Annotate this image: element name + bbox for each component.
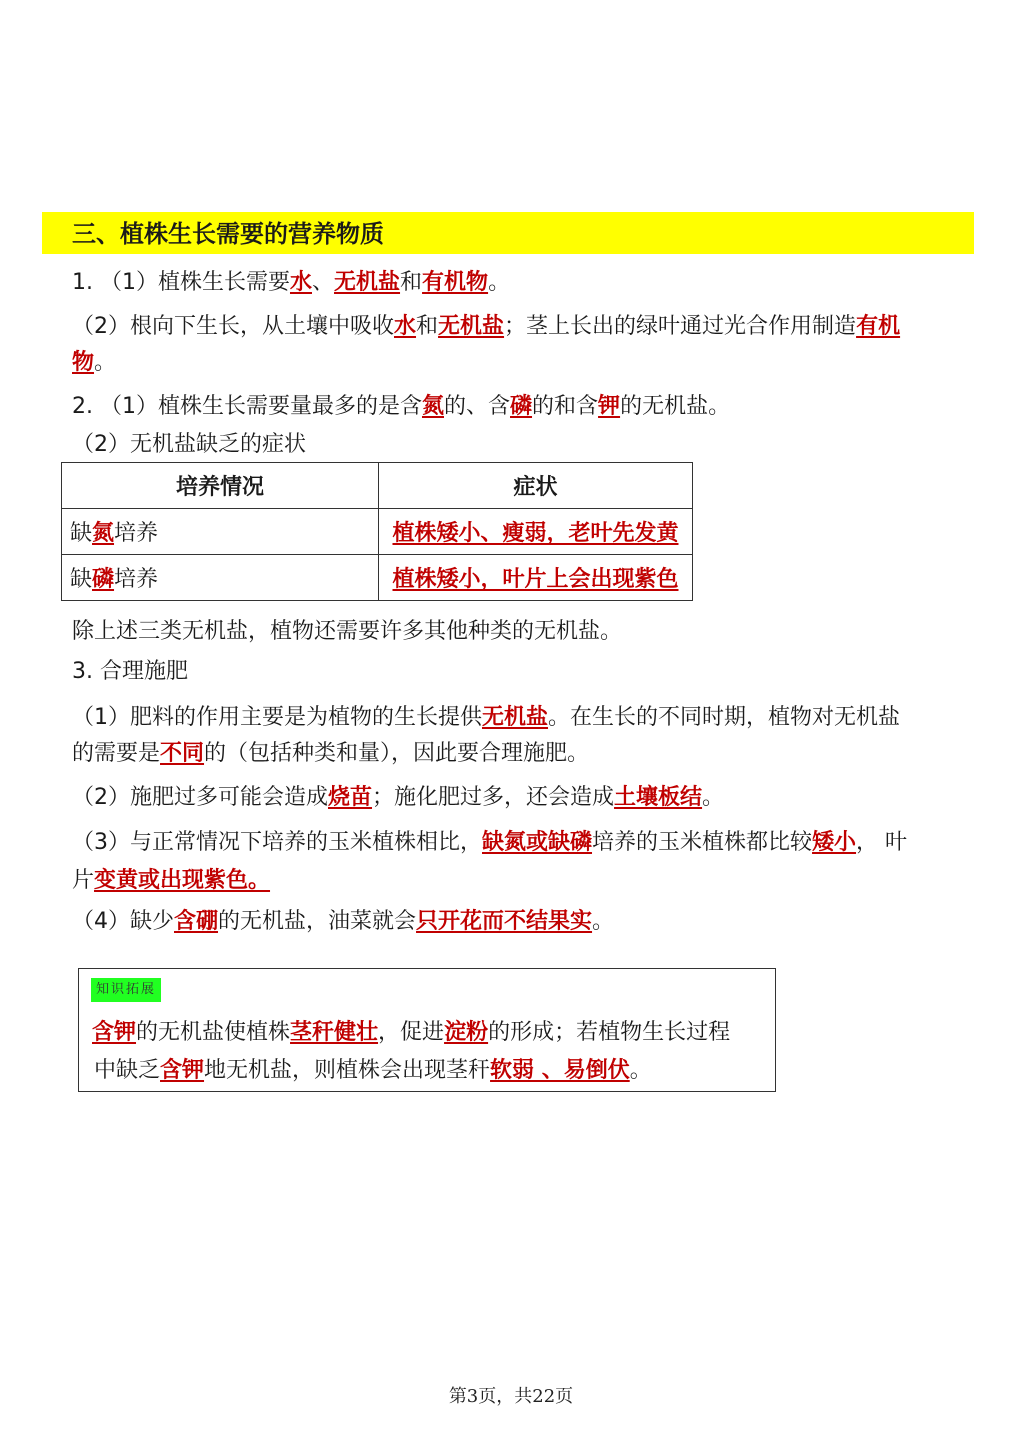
column-header: 培养情况 — [62, 463, 379, 509]
answer: 有机 — [856, 314, 901, 339]
table-header-row — [62, 463, 693, 509]
section-title: 三、植株生长需要的营养物质 — [72, 220, 384, 248]
answer: 水 — [289, 270, 312, 295]
answer: 淀粉 — [444, 1020, 489, 1045]
text: 。 — [488, 270, 511, 295]
table-cell — [379, 555, 693, 601]
paragraph-3-1-cont — [72, 739, 589, 769]
paragraph-1-2 — [72, 312, 900, 342]
answer: 含钾 — [160, 1058, 205, 1083]
paragraph-3-3 — [72, 828, 907, 858]
text: （4）缺少 — [72, 909, 174, 934]
text: 、 — [312, 270, 335, 295]
paragraph-3-4 — [72, 907, 614, 937]
paragraph-2-2: （2）无机盐缺乏的症状 — [72, 432, 306, 457]
answer: 含钾 — [92, 1020, 137, 1045]
paragraph-3-3-cont — [72, 866, 270, 896]
text: （3）与正常情况下培养的玉米植株相比， — [72, 830, 482, 855]
paragraph-1-1 — [72, 268, 510, 298]
paragraph-2-1 — [72, 392, 730, 422]
answer: 含硼 — [174, 909, 219, 934]
text: 1. （1）植株生长需要 — [72, 270, 290, 295]
text: 地无机盐，则植株会出现茎秆 — [204, 1058, 491, 1083]
table-row — [62, 509, 693, 555]
answer: 无机盐 — [334, 270, 401, 295]
text: 的和含 — [532, 394, 599, 419]
text: 的无机盐。 — [620, 394, 731, 419]
answer: 缺氮或缺磷 — [482, 830, 593, 855]
text: 2. （1）植株生长需要量最多的是含 — [72, 394, 422, 419]
paragraph-other-salts: 除上述三类无机盐，植物还需要许多其他种类的无机盐。 — [72, 619, 623, 644]
answer: 无机盐 — [482, 705, 549, 730]
symptom-table — [61, 462, 693, 601]
knowledge-extension-tag: 知识拓展 — [91, 978, 161, 1002]
answer: 不同 — [160, 741, 205, 766]
answer: 水 — [394, 314, 417, 339]
text: 的形成；若植物生长过程 — [488, 1020, 731, 1045]
page-number: 第3页，共22页 — [448, 1386, 574, 1407]
text: 的需要是 — [72, 741, 161, 766]
text: 和 — [416, 314, 439, 339]
text: ， 叶 — [856, 830, 908, 855]
text: 。 — [94, 350, 117, 375]
text: 。 — [702, 785, 725, 810]
answer: 氮 — [92, 521, 115, 546]
text: 缺 — [70, 521, 93, 546]
answer: 烧苗 — [328, 785, 373, 810]
text: 的（包括种类和量），因此要合理施肥。 — [204, 741, 590, 766]
answer: 矮小 — [812, 830, 857, 855]
answer: 软弱 、易倒伏 — [490, 1058, 630, 1083]
text: 的无机盐，油菜就会 — [218, 909, 417, 934]
answer: 植株矮小、瘦弱，老叶先发黄 — [392, 521, 679, 546]
column-header: 症状 — [379, 463, 693, 509]
extension-line-1 — [92, 1018, 730, 1048]
text: 中缺乏 — [94, 1058, 161, 1083]
text: 和 — [400, 270, 423, 295]
answer: 茎秆健壮 — [290, 1020, 379, 1045]
text: 培养 — [114, 567, 159, 592]
table-row — [62, 555, 693, 601]
table-cell — [62, 509, 379, 555]
answer: 无机盐 — [438, 314, 505, 339]
text: ，促进 — [378, 1020, 445, 1045]
answer: 钾 — [598, 394, 621, 419]
answer: 磷 — [92, 567, 115, 592]
paragraph-3-title: 3. 合理施肥 — [72, 659, 188, 684]
text: 的、含 — [444, 394, 511, 419]
paragraph-1-2-cont — [72, 348, 116, 378]
answer: 氮 — [421, 394, 444, 419]
text: 。 — [592, 909, 615, 934]
answer: 只开花而不结果实 — [416, 909, 593, 934]
text: 缺 — [70, 567, 93, 592]
text: 培养 — [114, 521, 159, 546]
answer: 物 — [72, 350, 95, 375]
text: （1）肥料的作用主要是为植物的生长提供 — [72, 705, 482, 730]
table-cell — [379, 509, 693, 555]
answer: 有机物 — [422, 270, 489, 295]
table-cell — [62, 555, 379, 601]
text: （2）根向下生长，从土壤中吸收 — [72, 314, 394, 339]
answer: 植株矮小，叶片上会出现紫色 — [392, 567, 679, 592]
paragraph-3-1 — [72, 703, 900, 733]
answer: 土壤板结 — [614, 785, 703, 810]
text: 的无机盐使植株 — [136, 1020, 291, 1045]
text: （2）施肥过多可能会造成 — [72, 785, 328, 810]
answer: 变黄或出现紫色。 — [94, 868, 271, 893]
paragraph-3-2 — [72, 783, 724, 813]
text: 培养的玉米植株都比较 — [592, 830, 813, 855]
text: 。 — [629, 1058, 652, 1083]
text: ；施化肥过多，还会造成 — [372, 785, 615, 810]
extension-line-2 — [94, 1056, 652, 1086]
text: ；茎上长出的绿叶通过光合作用制造 — [504, 314, 857, 339]
answer: 磷 — [510, 394, 533, 419]
text: 片 — [72, 868, 95, 893]
text: 。在生长的不同时期，植物对无机盐 — [548, 705, 901, 730]
